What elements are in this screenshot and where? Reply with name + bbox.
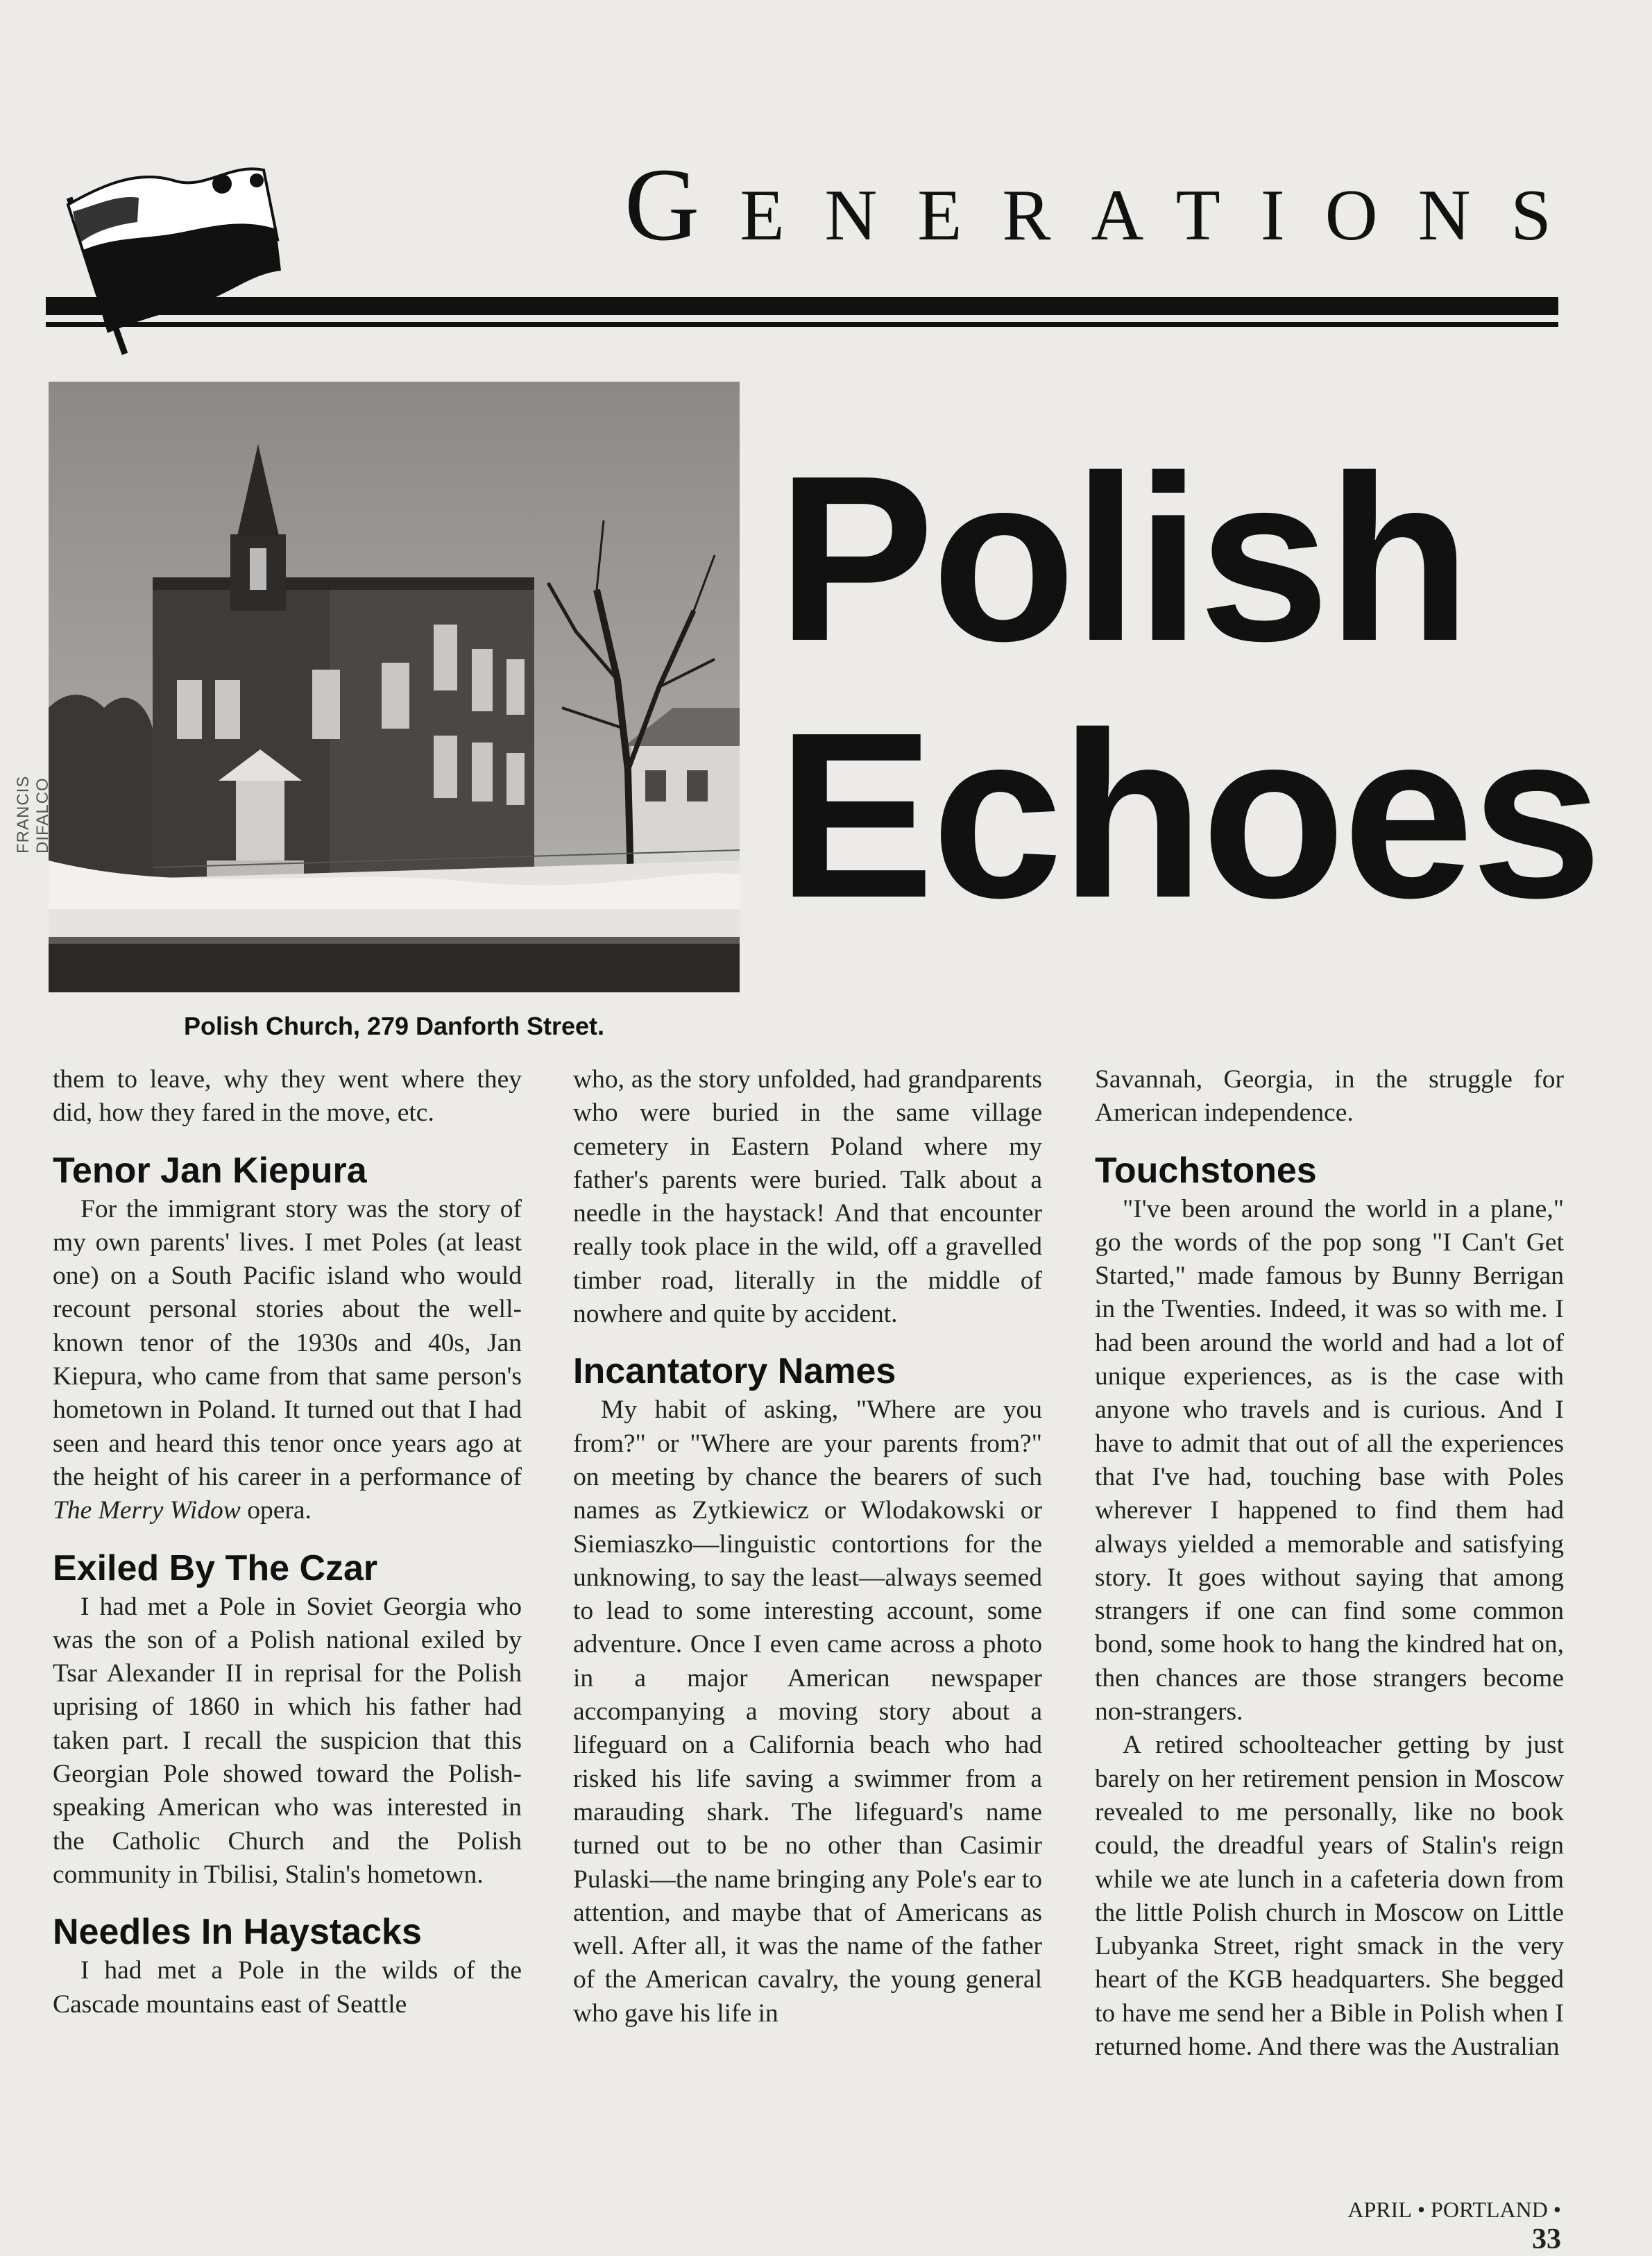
- subhead-exiled: Exiled By The Czar: [53, 1547, 378, 1588]
- bullet-icon: •: [1553, 2197, 1561, 2222]
- photo-caption: Polish Church, 279 Danforth Street.: [183, 1012, 605, 1040]
- subhead-incantatory: Incantatory Names: [573, 1351, 896, 1392]
- headline-line-1: Polish: [777, 427, 1469, 690]
- column-2: [573, 1063, 1042, 2030]
- column-3: [1095, 1063, 1564, 2064]
- paragraph: My habit of asking, "Where are you from?" or "Where are your parents from?" on meeting by chance the bearers of such names as Zytkiewicz or Wlodakowski or Siemiaszko—linguistic contortions for the unknowing, to say the least—always seemed to lead to some interesting account, some adventure. Once I even came across a photo in a major American newspaper accompanying a moving story about a lifeguard on a California beach who had risked his life saving a swimmer from a marauding shark. The lifeguard's name turned out to be no other than Casimir Pulaski—the name bringing any Pole's ear to attention, and maybe that of Americans as well. After all, it was the name of the father of the American cavalry, the young general who gave his life in: [573, 1396, 1042, 2028]
- polish-flag-icon: [56, 156, 291, 364]
- section-title: Generations: [624, 147, 1592, 262]
- church-photo-image: [49, 382, 740, 992]
- page-folio: [1318, 2197, 1561, 2256]
- paragraph-text: opera.: [240, 1496, 312, 1525]
- paragraph: "I've been around the world in a plane," go the words of the pop song "I Can't Get Started," made famous by Bunny Berrigan in the Twenties. Indeed, it was so with me. I had been around the world and had a lot of unique experiences, as is the case with anyone who travels and is curious. And I have to admit that out of all the experiences that I've had, touching base with Poles wherever I happened to find them had always yielded a memorable and satisfying story. It goes without saying that among strangers if one can find some common bond, some hook to hang the kindred hat on, then chances are those strangers become non-strangers.: [1095, 1194, 1564, 1727]
- page-number: 33: [1532, 2223, 1561, 2255]
- column-1: [53, 1063, 522, 2021]
- paragraph: [53, 1193, 522, 1528]
- header-rule-thin: [46, 322, 1558, 327]
- bullet-icon: •: [1417, 2197, 1426, 2222]
- paragraph: I had met a Pole in Soviet Georgia who was the son of a Polish national exiled by Tsar Alexander II in reprisal for the Polish uprising of 1860 in which his father had taken part. I recall the suspicion that this Georgian Pole showed toward the Polish-speaking American who was interested in the Catholic Church and the Polish community in Tbilisi, Stalin's hometown.: [53, 1592, 522, 1889]
- paragraph: I had met a Pole in the wilds of the Cascade mountains east of Seattle: [53, 1956, 522, 2019]
- paragraph: them to leave, why they went where they did, how they fared in the move, etc.: [53, 1065, 522, 1128]
- paragraph: Savannah, Georgia, in the struggle for American independence.: [1095, 1065, 1564, 1128]
- paragraph: who, as the story unfolded, had grandparents who were buried in the same village cemetery in Eastern Poland where my father's parents were buried. Talk about a needle in the haystack! And that encounter really took place in the wild, off a gravelled timber road, literally in the middle of nowhere and quite by accident.: [573, 1065, 1042, 1329]
- subhead-touchstones: Touchstones: [1095, 1150, 1317, 1191]
- paragraph: A retired schoolteacher getting by just barely on her retirement pension in Moscow revealed to me personally, like no book could, the dreadful years of Stalin's reign while we ate lunch in a cafeteria down from the little Polish church in Moscow on Little Lubyanka Street, right smack in the very heart of the KGB headquarters. She begged to have me send her a Bible in Polish when I returned home. And there was the Australian: [1095, 1731, 1564, 2062]
- article-headline: [777, 427, 1600, 947]
- headline-line-2: Echoes: [777, 684, 1600, 947]
- opera-title: The Merry Widow: [53, 1496, 241, 1525]
- subhead-tenor: Tenor Jan Kiepura: [53, 1150, 367, 1191]
- folio-month: APRIL: [1347, 2197, 1412, 2222]
- folio-magazine: PORTLAND: [1431, 2197, 1548, 2222]
- church-photo: [49, 382, 740, 992]
- photo-credit: FRANCIS DIFALCO: [14, 775, 52, 854]
- header-rule-thick: [46, 297, 1558, 315]
- subhead-needles: Needles In Haystacks: [53, 1912, 422, 1953]
- paragraph-text: For the immigrant story was the story of my own parents' lives. I met Poles (at least one) on a South Pacific island who would recount personal stories about the well-known tenor of the 1930s and 40s, Jan Kiepura, who came from that same person's hometown in Poland. It turned out that I had seen and heard this tenor once years ago at the height of his career in a performance of: [53, 1194, 522, 1491]
